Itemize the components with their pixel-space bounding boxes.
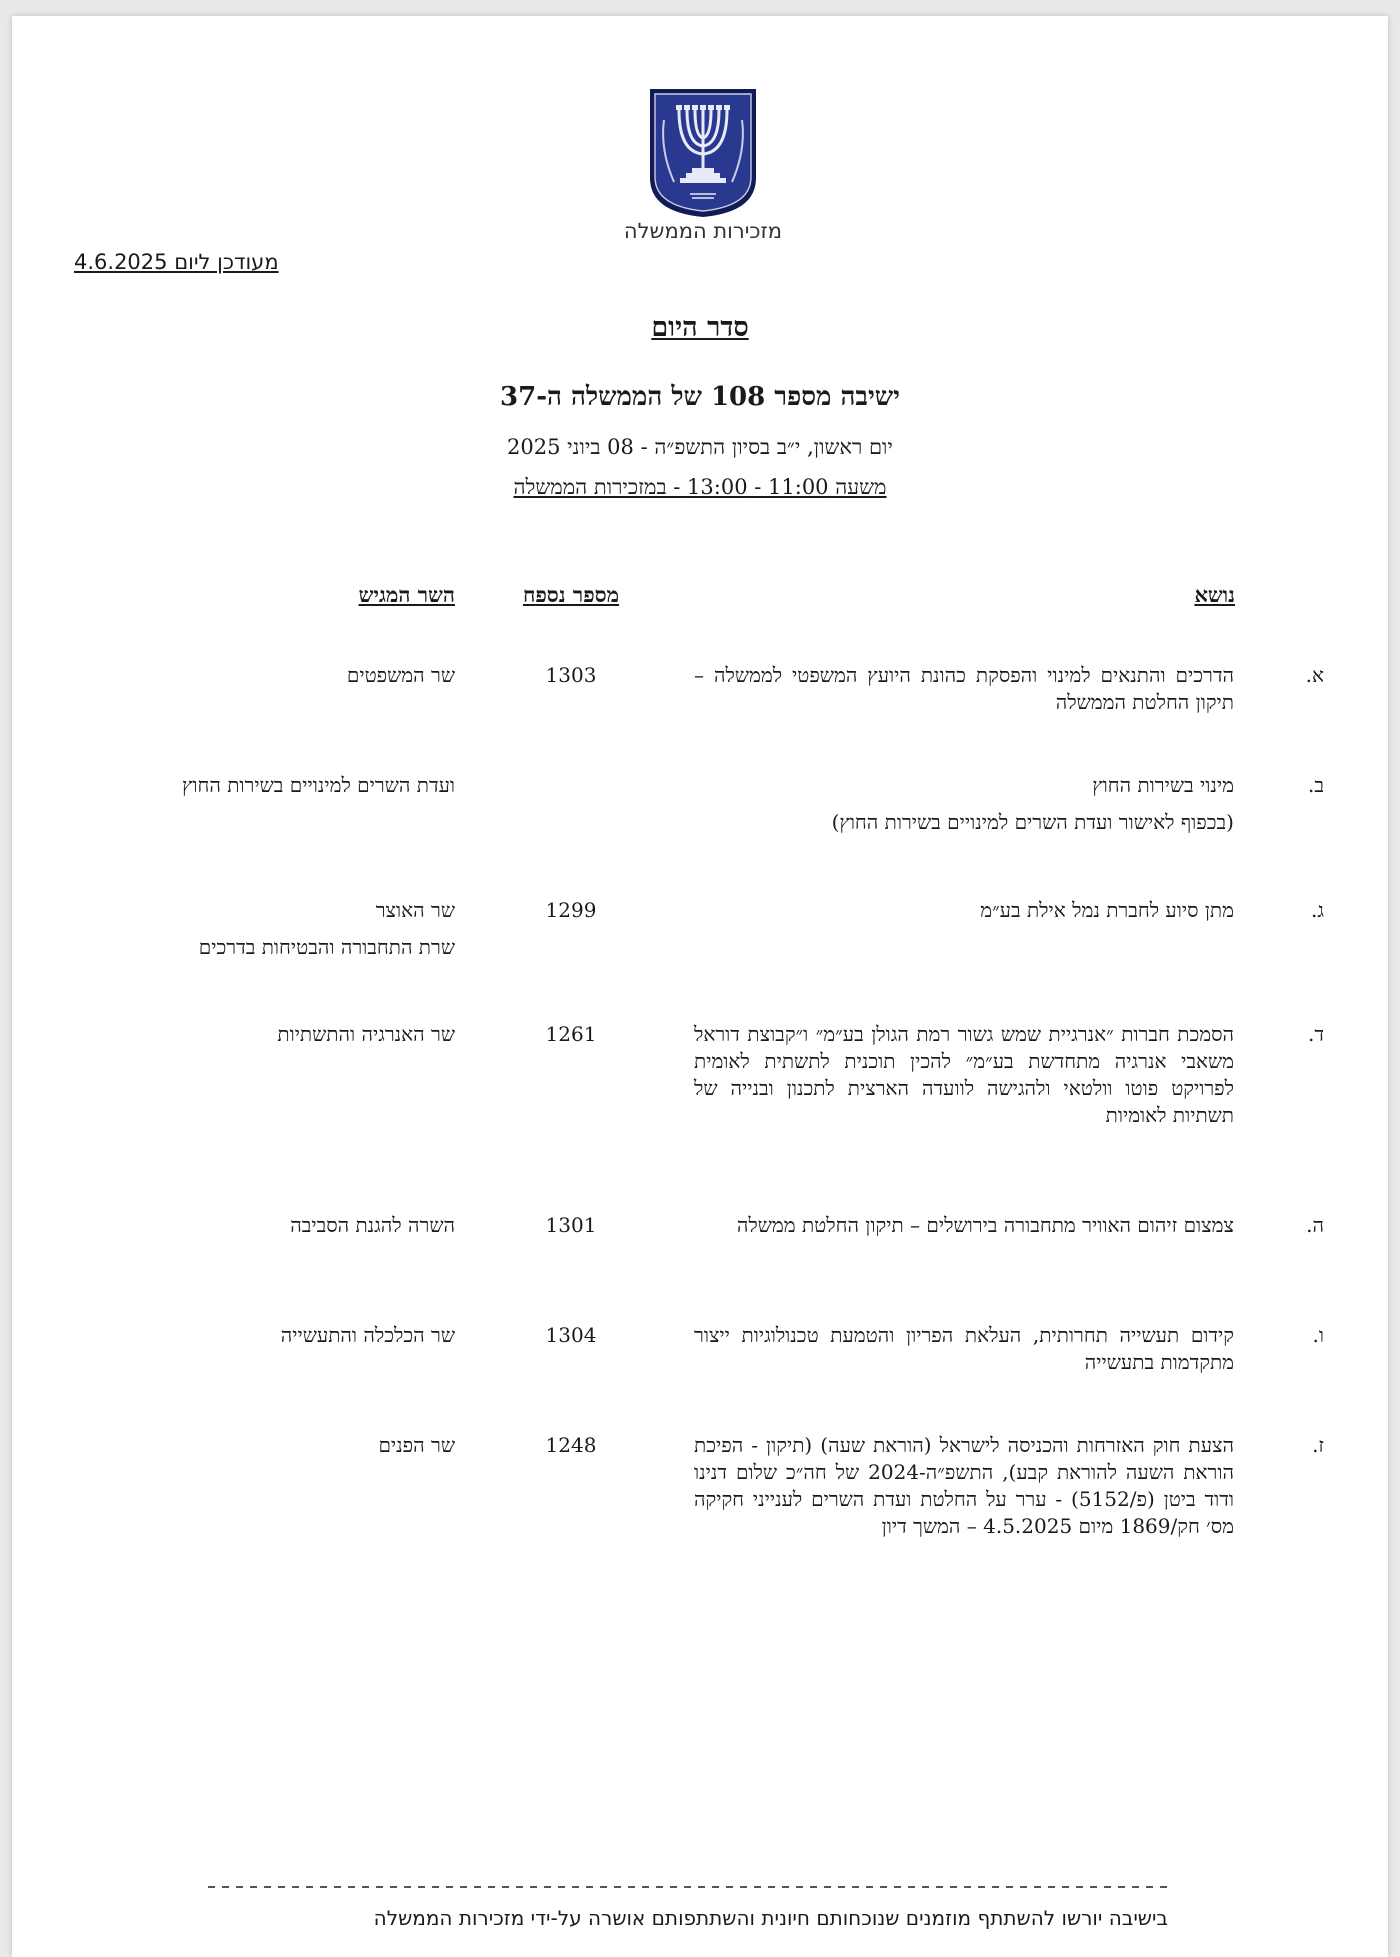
item-number: 1304: [545, 1323, 597, 1347]
document-page: [12, 16, 1388, 1957]
page-title: סדר היום: [651, 312, 749, 343]
item-subject: צמצום זיהום האוויר מתחבורה בירושלים – תיקון החלטת ממשלה: [736, 1213, 1234, 1237]
item-letter: ה.: [1306, 1213, 1324, 1237]
item-minister: שר הפנים: [378, 1433, 455, 1457]
item-subject: הצעת חוק האזרחות והכניסה לישראל (הוראת שעה) (תיקון - הפיכת הוראת השעה להוראת קבע), התשפ״ה-2024 של חה״כ שלום דנינו ודוד ביטן (פ/5152) - ערר על החלטת ועדת השרים לענייני חקיקה מס׳ חק/1869 מיום 4.5.2025 – המשך דיון: [694, 1433, 1234, 1538]
secretariat-label: מזכירות הממשלה: [623, 219, 783, 243]
column-header-subject: נושא: [1194, 582, 1235, 607]
item-number: 1299: [545, 898, 597, 922]
column-header-number: מספר נספח: [522, 582, 620, 607]
item-minister: שר האוצר: [375, 898, 455, 922]
item-minister-secondary: שרת התחבורה והבטיחות בדרכים: [198, 935, 455, 959]
updated-date: מעודכן ליום 4.6.2025: [74, 250, 279, 274]
item-subject: קידום תעשייה תחרותית, העלאת הפריון והטמעת טכנולוגיות ייצור מתקדמות בתעשייה: [694, 1323, 1234, 1374]
item-note: (בכפוף לאישור ועדת השרים למינויים בשירות החוץ): [831, 810, 1234, 834]
item-letter: א.: [1305, 663, 1324, 687]
item-subject: הדרכים והתנאים למינוי והפסקת כהונת היועץ המשפטי לממשלה – תיקון החלטת הממשלה: [694, 663, 1234, 714]
meeting-hours: משעה 11:00 - 13:00 - במזכירות הממשלה: [513, 475, 887, 499]
item-minister: השרה להגנת הסביבה: [290, 1213, 455, 1237]
item-subject: מינוי בשירות החוץ: [1092, 773, 1234, 797]
item-number: 1261: [545, 1022, 597, 1046]
footer-divider: [208, 1886, 1168, 1888]
item-letter: ז.: [1312, 1433, 1324, 1457]
item-minister: שר הכלכלה והתעשייה: [280, 1323, 455, 1347]
item-number: 1303: [545, 663, 597, 687]
item-minister: ועדת השרים למינויים בשירות החוץ: [182, 773, 455, 797]
item-minister-block: [52, 897, 455, 961]
agenda-list: [12, 16, 1388, 1716]
item-subject: מתן סיוע לחברת נמל אילת בע״מ: [980, 898, 1234, 922]
item-number: 1248: [545, 1433, 597, 1457]
item-letter: ד.: [1308, 1022, 1324, 1046]
item-minister: שר האנרגיה והתשתיות: [277, 1022, 455, 1046]
column-header-minister: השר המגיש: [358, 582, 455, 607]
item-letter: ו.: [1312, 1323, 1324, 1347]
meeting-heading: ישיבה מספר 108 של הממשלה ה-37: [500, 382, 900, 412]
item-minister: שר המשפטים: [346, 663, 455, 687]
item-subject-block: [694, 772, 1234, 836]
item-letter: ג.: [1311, 898, 1324, 922]
item-number: 1301: [545, 1213, 597, 1237]
meeting-date: יום ראשון, י״ב בסיון התשפ״ה - 08 ביוני 2025: [507, 435, 893, 459]
item-letter: ב.: [1308, 773, 1324, 797]
item-subject: הסמכת חברות ״אנרגיית שמש גשור רמת הגולן בע״מ״ ו״קבוצת דוראל משאבי אנרגיה מתחדשת בע״מ״ להכין תוכנית לתשתית לאומית לפרויקט פוטו וולטאי ולהגישה לוועדה הארצית לתכנון ובנייה של תשתיות לאומיות: [694, 1022, 1234, 1127]
footer-note: בישיבה יורשו להשתתף מוזמנים שנוכחותם חיונית והשתתפותם אושרה על-ידי מזכירות הממשלה: [373, 1906, 1168, 1930]
